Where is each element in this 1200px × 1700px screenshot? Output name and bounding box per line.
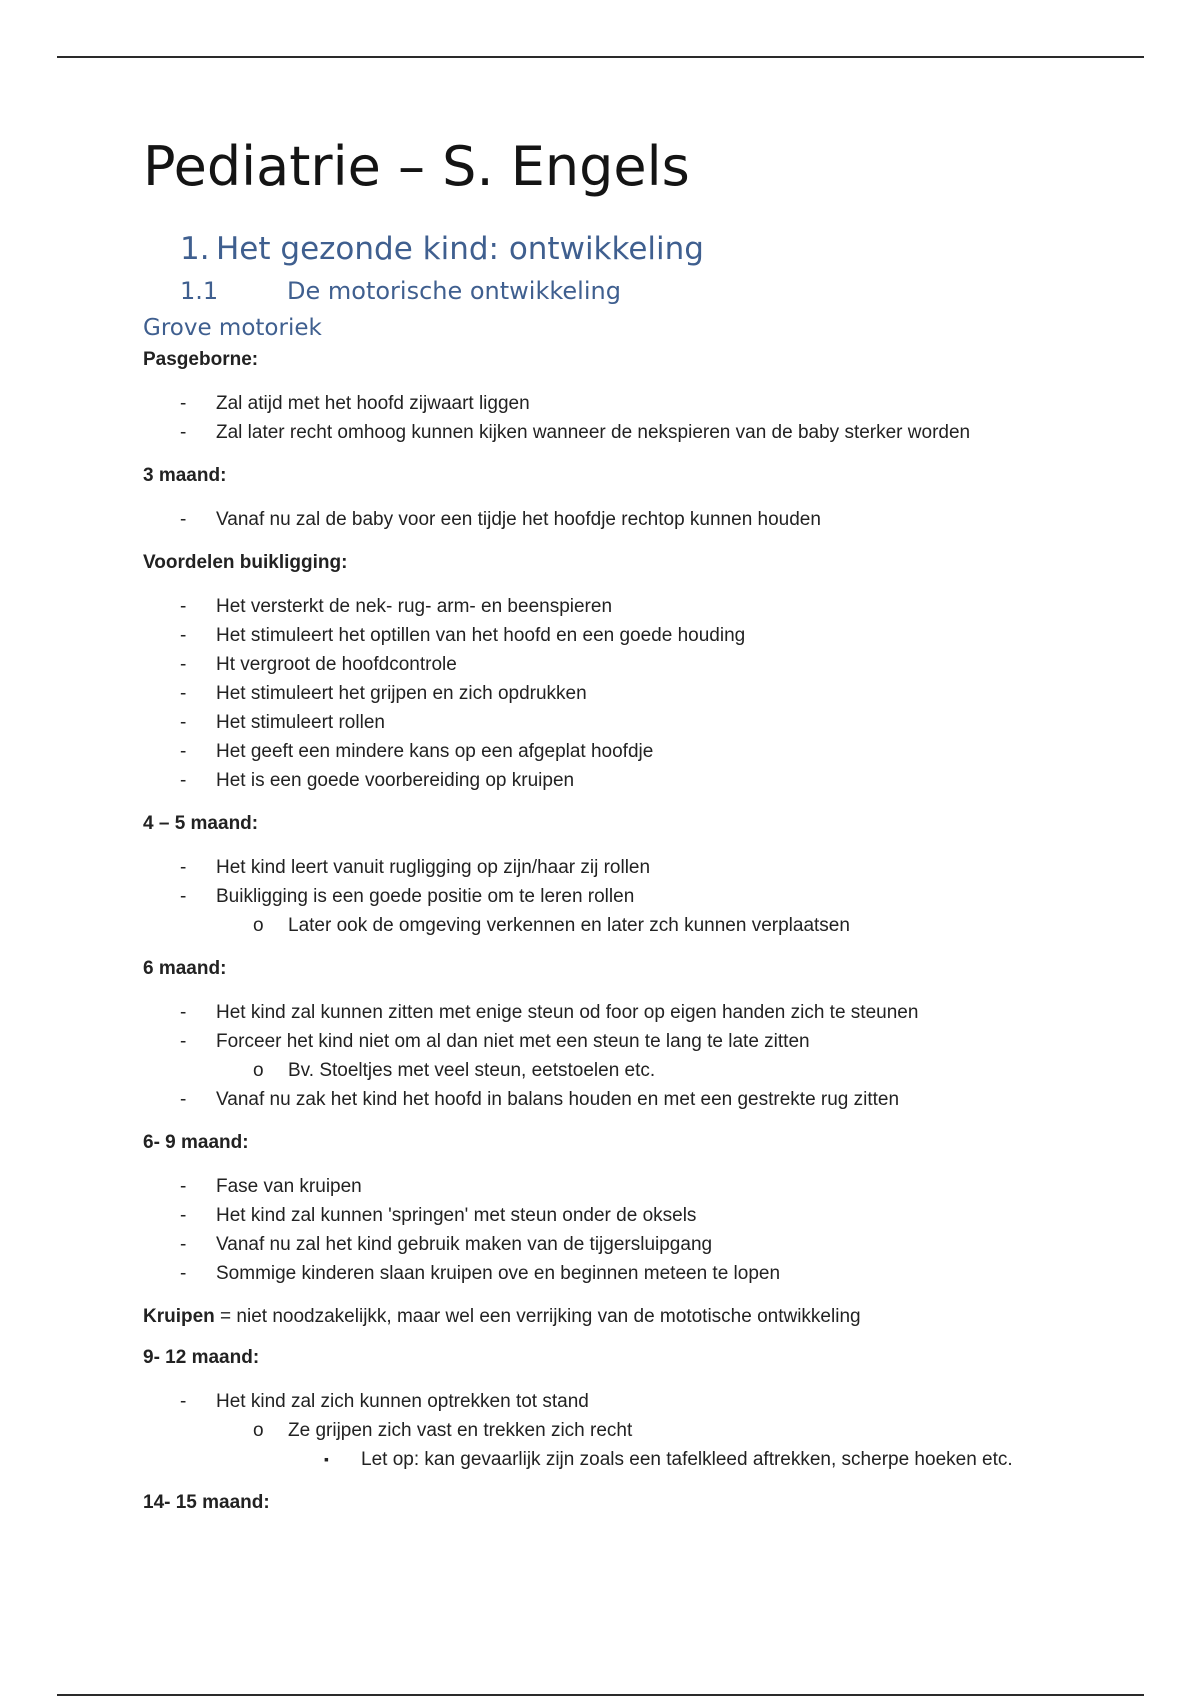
section-label: 6- 9 maand: [143,1132,249,1153]
section-label: 9- 12 maand: [143,1347,260,1368]
list-item: - Vanaf nu zal het kind gebruik maken van de tijgersluipgang [143,1230,1103,1259]
bullet-list [143,592,1103,795]
heading-1-number: 1. [180,231,210,267]
list-item: - Het kind leert vanuit rugligging op zijn/haar zij rollen [143,853,1103,882]
sub-list [216,911,1103,940]
list-item [143,882,1103,940]
sub-list [216,1056,1103,1085]
sub-list-item-text: Ze grijpen zich vast en trekken zich recht [288,1420,633,1441]
document-body [143,348,1103,1532]
sub-sub-list-item: ▪ Let op: kan gevaarlijk zijn zoals een tafelkleed aftrekken, scherpe hoeken etc. [143,1445,1103,1474]
list-item: - Het stimuleert rollen [143,708,1103,737]
section-label: 6 maand: [143,958,227,979]
list-item: - Het kind zal kunnen 'springen' met steun onder de oksels [143,1201,1103,1230]
bullet-list [143,389,1103,447]
list-item: - Ht vergroot de hoofdcontrole [143,650,1103,679]
sub-list [216,1416,1103,1474]
list-item: - Vanaf nu zal de baby voor een tijdje het hoofdje rechtop kunnen houden [143,505,1103,534]
list-item-text: Het kind zal zich kunnen optrekken tot stand [216,1391,589,1412]
sub-list-item: o Bv. Stoeltjes met veel steun, eetstoelen etc. [143,1056,1103,1085]
list-item: - Het is een goede voorbereiding op kruipen [143,766,1103,795]
list-item [143,1387,1103,1474]
section-label: 4 – 5 maand: [143,813,259,834]
list-item-text: Forceer het kind niet om al dan niet met een steun te lang te late zitten [216,1031,810,1052]
heading-1-text: Het gezonde kind: ontwikkeling [216,231,704,267]
list-item: - Zal later recht omhoog kunnen kijken wanneer de nekspieren van de baby sterker worden [143,418,1103,447]
bullet-list [143,1172,1103,1288]
section-label: 3 maand: [143,465,227,486]
list-item: - Vanaf nu zak het kind het hoofd in balans houden en met een gestrekte rug zitten [143,1085,1103,1114]
list-item-text: Buikligging is een goede positie om te leren rollen [216,886,635,907]
bullet-list [143,853,1103,940]
list-item: - Het kind zal kunnen zitten met enige steun od foor op eigen handen zich te steunen [143,998,1103,1027]
heading-2-text: De motorische ontwikkeling [287,277,621,305]
section-label: Pasgeborne: [143,349,259,370]
kruipen-note [143,1305,1103,1329]
list-item: - Zal atijd met het hoofd zijwaart liggen [143,389,1103,418]
document-title: Pediatrie – S. Engels [143,135,690,198]
list-item: - Het stimuleert het grijpen en zich opdrukken [143,679,1103,708]
heading-3: Grove motoriek [143,315,322,341]
section-label: 14- 15 maand: [143,1492,270,1513]
section-label: Voordelen buikligging: [143,552,348,573]
list-item: - Sommige kinderen slaan kruipen ove en beginnen meteen te lopen [143,1259,1103,1288]
list-item: - Fase van kruipen [143,1172,1103,1201]
list-item: - Het versterkt de nek- rug- arm- en beenspieren [143,592,1103,621]
list-item: - Het stimuleert het optillen van het hoofd en een goede houding [143,621,1103,650]
list-item: - Het geeft een mindere kans op een afgeplat hoofdje [143,737,1103,766]
page-top-rule [57,56,1144,58]
heading-1 [180,231,704,267]
sub-sub-list [288,1445,1103,1474]
bullet-list [143,505,1103,534]
heading-2 [180,279,621,303]
heading-2-number: 1.1 [180,277,219,305]
bullet-list [143,1387,1103,1474]
sub-list-item [143,1416,1103,1474]
list-item [143,1027,1103,1085]
page-bottom-rule [57,1694,1144,1696]
kruipen-text: = niet noodzakelijkk, maar wel een verrijking van de mototische ontwikkeling [214,1306,861,1327]
kruipen-term: Kruipen [143,1306,215,1327]
bullet-list [143,998,1103,1114]
sub-list-item: o Later ook de omgeving verkennen en later zch kunnen verplaatsen [143,911,1103,940]
